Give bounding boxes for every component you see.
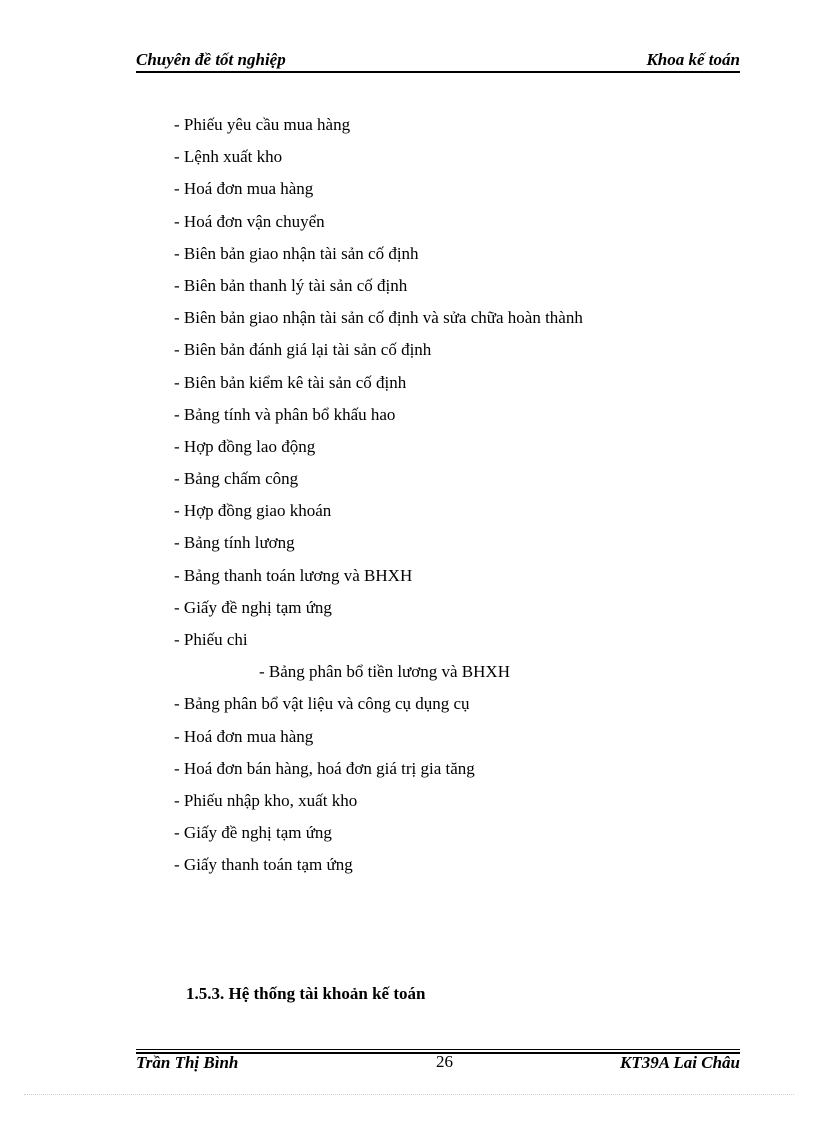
section-heading: 1.5.3. Hệ thống tài khoản kế toán	[186, 984, 426, 1003]
list-item: - Hoá đơn mua hàng	[174, 179, 314, 199]
list-item: - Bảng thanh toán lương và BHXH	[174, 565, 413, 585]
list-item: - Hoá đơn vận chuyển	[174, 211, 325, 231]
list-item: - Lệnh xuất kho	[174, 147, 283, 167]
list-item: - Giấy đề nghị tạm ứng	[174, 597, 332, 617]
list-item: - Phiếu nhập kho, xuất kho	[174, 790, 358, 810]
list-item: - Biên bản kiểm kê tài sản cố định	[174, 372, 407, 392]
list-item: - Giấy đề nghị tạm ứng	[174, 823, 332, 843]
list-item: - Bảng tính và phân bổ khấu hao	[174, 404, 396, 424]
page-number: 26	[436, 1052, 453, 1071]
header-document-title: Chuyên đề tốt nghiệp	[136, 50, 286, 69]
list-item: - Hoá đơn mua hàng	[174, 726, 314, 746]
list-item: - Biên bản thanh lý tài sản cố định	[174, 275, 408, 295]
list-item: - Hoá đơn bán hàng, hoá đơn giá trị gia tăng	[174, 758, 475, 778]
list-item: - Bảng tính lương	[174, 533, 295, 553]
list-item: - Hợp đồng giao khoán	[174, 501, 332, 521]
list-item: - Hợp đồng lao động	[174, 436, 316, 456]
list-item: - Biên bản đánh giá lại tài sản cố định	[174, 340, 432, 360]
footer-author: Trần Thị Bình	[136, 1053, 239, 1072]
page-header	[136, 48, 740, 72]
list-item: - Biên bản giao nhận tài sản cố định	[174, 243, 419, 263]
list-item-indented: - Bảng phân bổ tiền lương và BHXH	[259, 662, 510, 682]
page-edge-divider	[24, 1094, 794, 1095]
list-item: - Bảng phân bổ vật liệu và công cụ dụng cụ	[174, 694, 470, 714]
list-item: - Giấy thanh toán tạm ứng	[174, 855, 353, 875]
header-rule	[136, 71, 740, 73]
footer-rule-top	[136, 1049, 740, 1050]
list-item: - Phiếu chi	[174, 630, 248, 649]
page-footer	[136, 1053, 740, 1077]
document-list	[174, 114, 734, 887]
list-item: - Bảng chấm công	[174, 469, 299, 489]
footer-class: KT39A Lai Châu	[620, 1053, 740, 1072]
header-department: Khoa kế toán	[646, 50, 740, 69]
list-item: - Phiếu yêu cầu mua hàng	[174, 115, 351, 134]
list-item: - Biên bản giao nhận tài sản cố định và sửa chữa hoàn thành	[174, 308, 583, 328]
